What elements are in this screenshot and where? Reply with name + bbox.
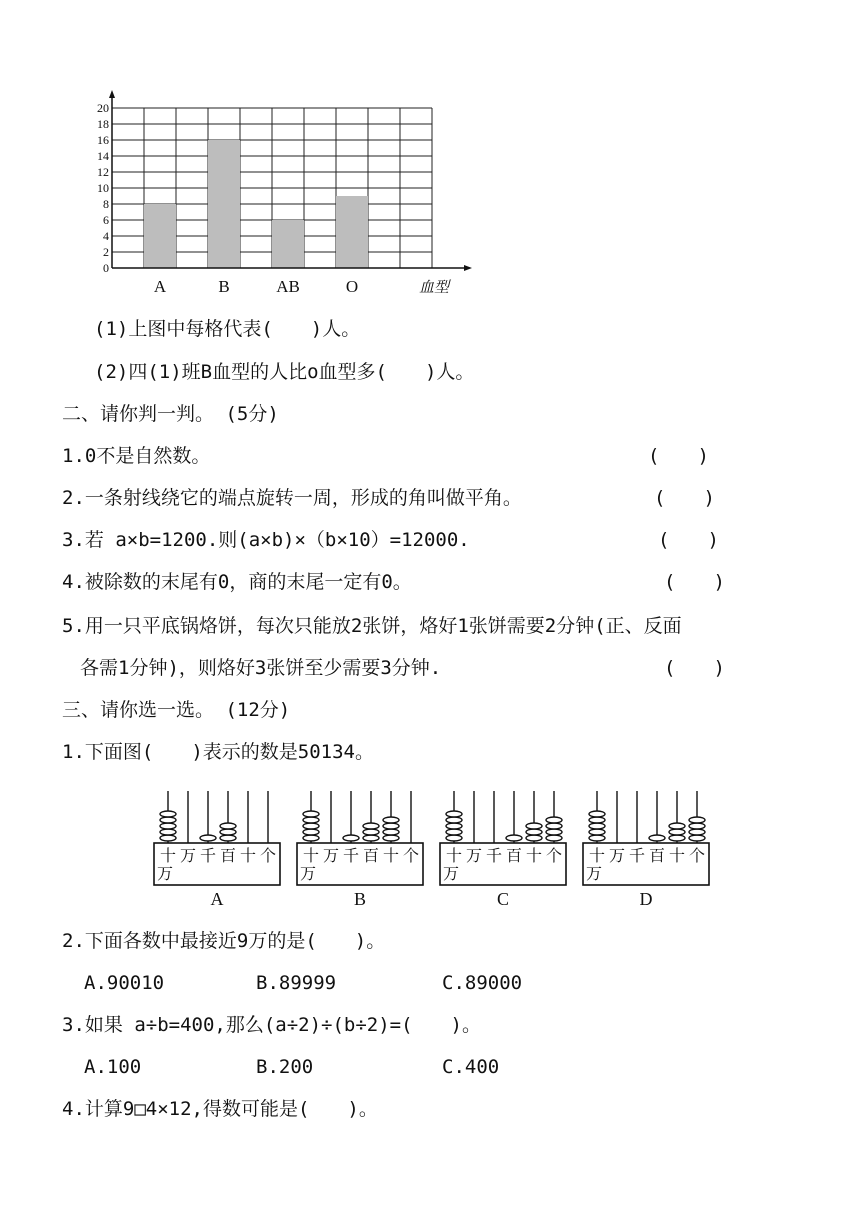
abacus-bead: [220, 835, 236, 841]
abacus-place-label: 个: [259, 848, 277, 865]
x-category-label: A: [153, 277, 167, 296]
abacus-bead: [589, 817, 605, 823]
abacus-bead: [383, 835, 399, 841]
abacus-option: [297, 791, 423, 909]
abacus-bead: [546, 829, 562, 835]
abacus-place-label: 十: [382, 848, 400, 865]
judge-item-5-cont: 各需1分钟)，则烙好3张饼至少需要3分钟.: [80, 657, 442, 679]
chart-bar: [144, 204, 176, 268]
abacus-place-label: 千: [485, 848, 503, 865]
abacus-bead: [303, 835, 319, 841]
q3-option-b[interactable]: B.200: [256, 1056, 314, 1078]
q2-option-a[interactable]: A.90010: [84, 972, 165, 994]
abacus-bead: [526, 829, 542, 835]
abacus-place-label: 万: [179, 848, 197, 865]
abacus-bead: [689, 829, 705, 835]
abacus-wan-label: 万: [443, 866, 460, 883]
abacus-bead: [160, 811, 176, 817]
judge-blank-4[interactable]: ( ): [664, 571, 725, 593]
y-tick-label: 12: [97, 165, 109, 179]
abacus-bead: [160, 823, 176, 829]
abacus-bead: [363, 835, 379, 841]
abacus-place-label: 百: [219, 848, 237, 865]
q3-option-a[interactable]: A.100: [84, 1056, 142, 1078]
abacus-place-label: 十: [159, 848, 177, 865]
judge-blank-1[interactable]: ( ): [648, 445, 709, 467]
choose-question-3: 3.如果 a÷b=400,那么(a÷2)÷(b÷2)=( )。: [62, 1014, 481, 1036]
judge-item-4: 4.被除数的末尾有0，商的末尾一定有0。: [62, 571, 412, 593]
y-tick-label: 4: [103, 229, 109, 243]
abacus-place-label: 万: [608, 848, 626, 865]
section-2-title: 二、请你判一判。 (5分): [62, 403, 279, 425]
abacus-bead: [383, 829, 399, 835]
y-axis-arrow: [109, 90, 115, 98]
abacus-place-label: 个: [402, 848, 420, 865]
abacus-option-label: A: [210, 889, 224, 909]
y-tick-label: 16: [97, 133, 109, 147]
abacus-option: [440, 791, 566, 909]
abacus-bead: [669, 835, 685, 841]
abacus-bead: [363, 823, 379, 829]
abacus-bead: [689, 823, 705, 829]
y-tick-label: 14: [97, 149, 109, 163]
abacus-place-label: 十: [588, 848, 606, 865]
judge-blank-3[interactable]: ( ): [658, 529, 719, 551]
y-tick-label: 8: [103, 197, 109, 211]
abacus-bead: [220, 829, 236, 835]
abacus-place-label: 十: [302, 848, 320, 865]
abacus-place-label: 万: [465, 848, 483, 865]
abacus-bead: [446, 823, 462, 829]
q3-option-c[interactable]: C.400: [442, 1056, 500, 1078]
abacus-bead: [303, 829, 319, 835]
abacus-options: [150, 785, 710, 910]
abacus-bead: [383, 823, 399, 829]
abacus-place-label: 千: [342, 848, 360, 865]
y-tick-label: 18: [97, 117, 109, 131]
judge-item-3: 3.若 a×b=1200.则(a×b)×（b×10）=12000.: [62, 529, 470, 551]
abacus-bead: [589, 829, 605, 835]
abacus-bead: [589, 835, 605, 841]
abacus-place-label: 千: [199, 848, 217, 865]
abacus-bead: [669, 829, 685, 835]
abacus-bead: [526, 835, 542, 841]
abacus-bead: [220, 823, 236, 829]
chart-bar: [208, 140, 240, 268]
abacus-bead: [303, 811, 319, 817]
abacus-bead: [669, 823, 685, 829]
judge-blank-2[interactable]: ( ): [654, 487, 715, 509]
abacus-place-label: 百: [648, 848, 666, 865]
abacus-place-label: 个: [688, 848, 706, 865]
x-axis-arrow: [464, 265, 472, 271]
abacus-place-label: 个: [545, 848, 563, 865]
abacus-bead: [546, 835, 562, 841]
y-tick-label: 6: [103, 213, 109, 227]
abacus-place-label: 千: [628, 848, 646, 865]
abacus-place-label: 十: [525, 848, 543, 865]
abacus-bead: [446, 829, 462, 835]
judge-item-2: 2.一条射线绕它的端点旋转一周，形成的角叫做平角。: [62, 487, 522, 509]
blood-type-chart: [60, 90, 490, 305]
abacus-place-label: 十: [239, 848, 257, 865]
y-tick-label: 2: [103, 245, 109, 259]
abacus-option-label: B: [353, 889, 367, 909]
abacus-bead: [546, 817, 562, 823]
chart-bar: [272, 220, 304, 268]
abacus-bead: [689, 817, 705, 823]
abacus-option: [583, 791, 709, 909]
x-category-label: AB: [276, 277, 300, 296]
abacus-bead: [589, 823, 605, 829]
abacus-bead: [343, 835, 359, 841]
abacus-place-label: 十: [668, 848, 686, 865]
abacus-bead: [649, 835, 665, 841]
x-axis-label: 血型: [418, 280, 450, 296]
chart-question-2: (2)四(1)班B血型的人比o血型多( )人。: [94, 361, 475, 383]
judge-item-5: 5.用一只平底锅烙饼，每次只能放2张饼，烙好1张饼需要2分钟(正、反面: [62, 615, 682, 637]
q2-option-b[interactable]: B.89999: [256, 972, 337, 994]
abacus-bead: [383, 817, 399, 823]
choose-question-1: 1.下面图( )表示的数是50134。: [62, 741, 374, 763]
abacus-bead: [303, 823, 319, 829]
q2-option-c[interactable]: C.89000: [442, 972, 523, 994]
abacus-bead: [363, 829, 379, 835]
abacus-bead: [200, 835, 216, 841]
abacus-wan-label: 万: [157, 866, 174, 883]
judge-blank-5[interactable]: ( ): [664, 657, 725, 679]
y-tick-label: 0: [103, 261, 109, 275]
abacus-wan-label: 万: [586, 866, 603, 883]
abacus-bead: [506, 835, 522, 841]
abacus-option-label: C: [496, 889, 510, 909]
choose-question-4: 4.计算9□4×12,得数可能是( )。: [62, 1098, 378, 1120]
abacus-wan-label: 万: [300, 866, 317, 883]
x-category-label: O: [345, 277, 359, 296]
section-3-title: 三、请你选一选。 (12分): [62, 699, 291, 721]
abacus-bead: [303, 817, 319, 823]
abacus-bead: [446, 811, 462, 817]
abacus-place-label: 百: [362, 848, 380, 865]
abacus-bead: [160, 817, 176, 823]
abacus-bead: [589, 811, 605, 817]
chart-question-1: (1)上图中每格代表( )人。: [94, 318, 361, 340]
abacus-place-label: 十: [445, 848, 463, 865]
abacus-bead: [160, 835, 176, 841]
abacus-bead: [160, 829, 176, 835]
abacus-bead: [546, 823, 562, 829]
abacus-bead: [526, 823, 542, 829]
abacus-place-label: 百: [505, 848, 523, 865]
abacus-bead: [689, 835, 705, 841]
abacus-bead: [446, 835, 462, 841]
x-category-label: B: [218, 277, 230, 296]
chart-bar: [336, 196, 368, 268]
abacus-place-label: 万: [322, 848, 340, 865]
y-tick-label: 20: [97, 101, 109, 115]
y-tick-label: 10: [97, 181, 109, 195]
abacus-option-label: D: [639, 889, 653, 909]
abacus-bead: [446, 817, 462, 823]
abacus-option: [154, 791, 280, 909]
judge-item-1: 1.0不是自然数。: [62, 445, 211, 467]
choose-question-2: 2.下面各数中最接近9万的是( )。: [62, 930, 386, 952]
